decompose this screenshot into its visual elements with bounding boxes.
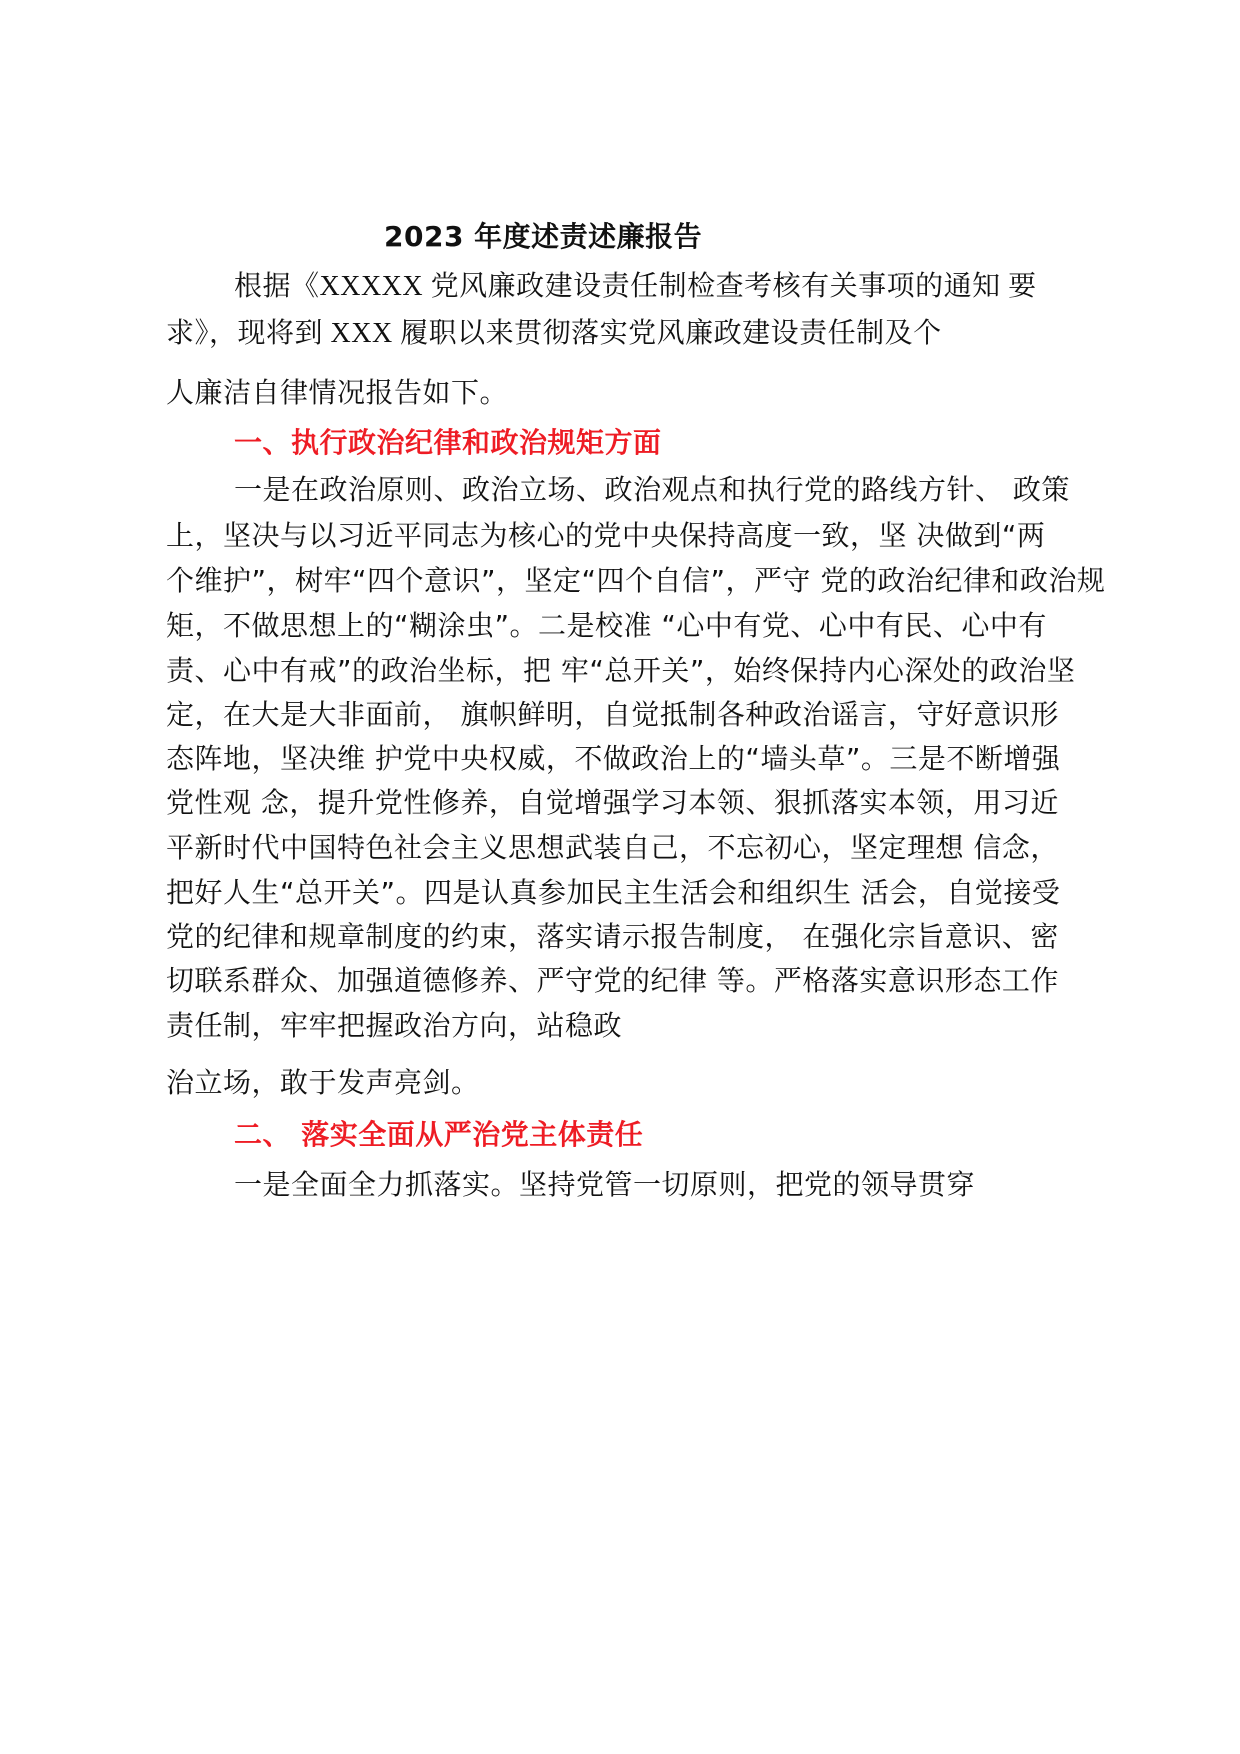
intro-line-2: 求》，现将到 XXX 履职以来贯彻落实党风廉政建设责任制及个 [166, 318, 942, 349]
body-line-4: 矩，不做思想上的“糊涂虫”。二是校准 “心中有党、心中有民、心中有 [166, 609, 1047, 642]
body-line-5: 责、心中有戒”的政治坐标，把 牢“总开关”，始终保持内心深处的政治坚 [166, 654, 1076, 687]
intro-line-1: 根据《XXXXX 党风廉政建设责任制检查考核有关事项的通知 要 [234, 271, 1037, 302]
body-line-12: 切联系群众、加强道德修养、严守党的纪律 等。严格落实意识形态工作 [166, 964, 1059, 997]
body-line-14: 治立场，敢于发声亮剑。 [166, 1066, 480, 1099]
body-line-13: 责任制，牢牢把握政治方向，站稳政 [166, 1009, 623, 1042]
body-line-2: 上，坚决与以习近平同志为核心的党中央保持高度一致，坚 决做到“两 [166, 519, 1046, 552]
intro-line-3: 人廉洁自律情况报告如下。 [166, 376, 509, 409]
body-line-6: 定，在大是大非面前， 旗帜鲜明，自觉抵制各种政治谣言，守好意识形 [166, 698, 1059, 731]
body-line-7: 态阵地，坚决维 护党中央权威，不做政治上的“墙头草”。三是不断增强 [166, 742, 1061, 775]
body-line-3: 个维护”，树牢“四个意识”，坚定“四个自信”，严守 党的政治纪律和政治规 [166, 564, 1106, 597]
section-heading-2: 二、 落实全面从严治党主体责任 [234, 1118, 644, 1151]
body-line-8: 党性观 念，提升党性修养，自觉增强学习本领、狠抓落实本领，用习近 [166, 786, 1059, 819]
body-line-11: 党的纪律和规章制度的约束，落实请示报告制度， 在强化宗旨意识、密 [166, 920, 1059, 953]
body-line-1: 一是在政治原则、政治立场、政治观点和执行党的路线方针、 政策 [234, 473, 1070, 506]
section-2-line-1: 一是全面全力抓落实。坚持党管一切原则，把党的领导贯穿 [234, 1168, 976, 1201]
body-line-10: 把好人生“总开关”。四是认真参加民主生活会和组织生 活会，自觉接受 [166, 876, 1061, 909]
body-line-9: 平新时代中国特色社会主义思想武装自己，不忘初心，坚定理想 信念， [166, 831, 1059, 864]
section-heading-1: 一、执行政治纪律和政治规矩方面 [234, 426, 662, 459]
page-title: 2023 年度述责述廉报告 [384, 220, 703, 253]
